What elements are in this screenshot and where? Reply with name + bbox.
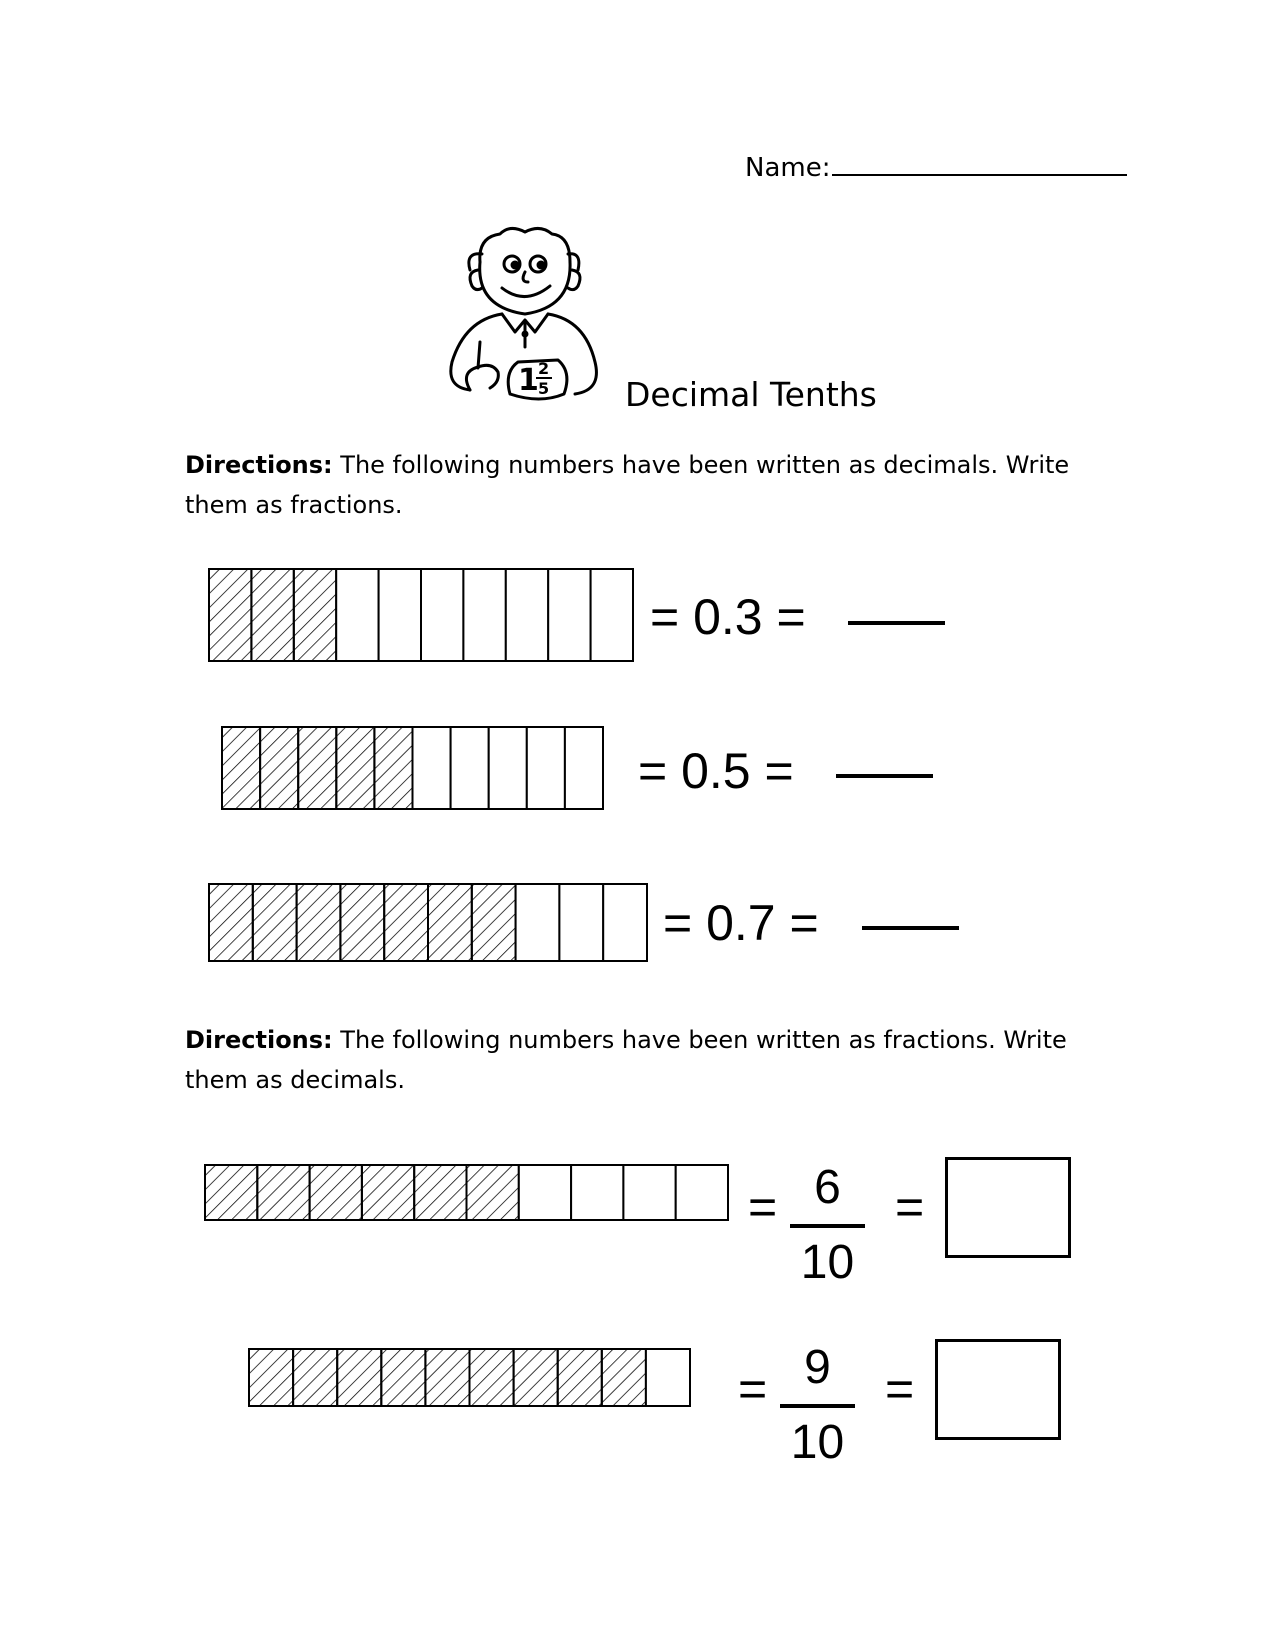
worksheet-title: Decimal Tenths — [625, 375, 877, 414]
shaded-tenth-cell — [251, 569, 293, 661]
equals-sign: = — [885, 1361, 915, 1417]
unshaded-tenth-cell — [463, 569, 505, 661]
decimal-answer-box[interactable] — [945, 1157, 1071, 1258]
fraction-numerator: 9 — [804, 1341, 831, 1394]
shaded-tenth-cell — [428, 884, 472, 961]
equals-sign: = — [738, 1361, 768, 1417]
unshaded-tenth-cell — [571, 1165, 623, 1220]
unshaded-tenth-cell — [451, 727, 489, 809]
fraction-denominator: 10 — [800, 1236, 855, 1289]
equals-sign: = — [895, 1179, 925, 1235]
shaded-tenth-cell — [222, 727, 260, 809]
unshaded-tenth-cell — [516, 884, 560, 961]
tenths-model-0-5 — [220, 725, 605, 811]
name-blank-line[interactable] — [832, 150, 1127, 176]
fraction-numerator: 6 — [814, 1161, 841, 1214]
shaded-tenth-cell — [310, 1165, 362, 1220]
shaded-tenth-cell — [340, 884, 384, 961]
directions-text: The following numbers have been written as fractions. Write them as decimals. — [185, 1026, 1067, 1094]
svg-text:5: 5 — [538, 379, 550, 398]
unshaded-tenth-cell — [623, 1165, 675, 1220]
tenths-model-9-tenths — [247, 1347, 692, 1408]
shaded-tenth-cell — [362, 1165, 414, 1220]
shaded-tenth-cell — [558, 1349, 602, 1406]
shaded-tenth-cell — [374, 727, 412, 809]
unshaded-tenth-cell — [565, 727, 603, 809]
svg-text:2: 2 — [538, 359, 550, 378]
unshaded-tenth-cell — [413, 727, 451, 809]
tenths-model-0-7 — [207, 882, 649, 963]
fraction-answer-blank[interactable] — [848, 621, 945, 625]
unshaded-tenth-cell — [421, 569, 463, 661]
equation-decimal-0-7: = 0.7 = — [663, 895, 819, 951]
shaded-tenth-cell — [253, 884, 297, 961]
directions-label: Directions: — [185, 451, 333, 479]
directions-decimals-to-fractions — [185, 445, 1115, 525]
decimal-answer-box[interactable] — [935, 1339, 1061, 1440]
unshaded-tenth-cell — [548, 569, 590, 661]
fraction-answer-blank[interactable] — [836, 774, 933, 778]
equation-decimal-0-5: = 0.5 = — [638, 743, 794, 799]
shaded-tenth-cell — [293, 1349, 337, 1406]
equals-sign: = — [748, 1179, 778, 1235]
shaded-tenth-cell — [205, 1165, 257, 1220]
shaded-tenth-cell — [294, 569, 336, 661]
unshaded-tenth-cell — [519, 1165, 571, 1220]
unshaded-tenth-cell — [506, 569, 548, 661]
shaded-tenth-cell — [472, 884, 516, 961]
unshaded-tenth-cell — [646, 1349, 690, 1406]
name-label: Name: — [745, 153, 831, 183]
boy-with-fraction-icon — [440, 222, 610, 412]
svg-text:1: 1 — [518, 363, 539, 398]
fraction-bar — [790, 1224, 865, 1228]
name-field — [745, 150, 1127, 183]
shaded-tenth-cell — [425, 1349, 469, 1406]
shaded-tenth-cell — [257, 1165, 309, 1220]
fraction-denominator: 10 — [790, 1416, 845, 1469]
unshaded-tenth-cell — [603, 884, 647, 961]
fraction-bar — [780, 1404, 855, 1408]
shaded-tenth-cell — [470, 1349, 514, 1406]
unshaded-tenth-cell — [591, 569, 633, 661]
shaded-tenth-cell — [249, 1349, 293, 1406]
shaded-tenth-cell — [384, 884, 428, 961]
unshaded-tenth-cell — [676, 1165, 728, 1220]
directions-label: Directions: — [185, 1026, 333, 1054]
fraction-answer-blank[interactable] — [862, 926, 959, 930]
equation-decimal-0-3: = 0.3 = — [650, 589, 806, 645]
unshaded-tenth-cell — [379, 569, 421, 661]
unshaded-tenth-cell — [489, 727, 527, 809]
tenths-model-0-3 — [207, 567, 635, 663]
shaded-tenth-cell — [209, 569, 251, 661]
unshaded-tenth-cell — [527, 727, 565, 809]
shaded-tenth-cell — [467, 1165, 519, 1220]
shaded-tenth-cell — [337, 1349, 381, 1406]
directions-fractions-to-decimals — [185, 1020, 1115, 1100]
unshaded-tenth-cell — [559, 884, 603, 961]
shaded-tenth-cell — [381, 1349, 425, 1406]
shaded-tenth-cell — [260, 727, 298, 809]
shaded-tenth-cell — [297, 884, 341, 961]
shaded-tenth-cell — [209, 884, 253, 961]
shaded-tenth-cell — [336, 727, 374, 809]
shaded-tenth-cell — [298, 727, 336, 809]
shaded-tenth-cell — [602, 1349, 646, 1406]
shaded-tenth-cell — [414, 1165, 466, 1220]
tenths-model-6-tenths — [203, 1163, 730, 1222]
shaded-tenth-cell — [514, 1349, 558, 1406]
unshaded-tenth-cell — [336, 569, 378, 661]
directions-text: The following numbers have been written as decimals. Write them as fractions. — [185, 451, 1070, 519]
